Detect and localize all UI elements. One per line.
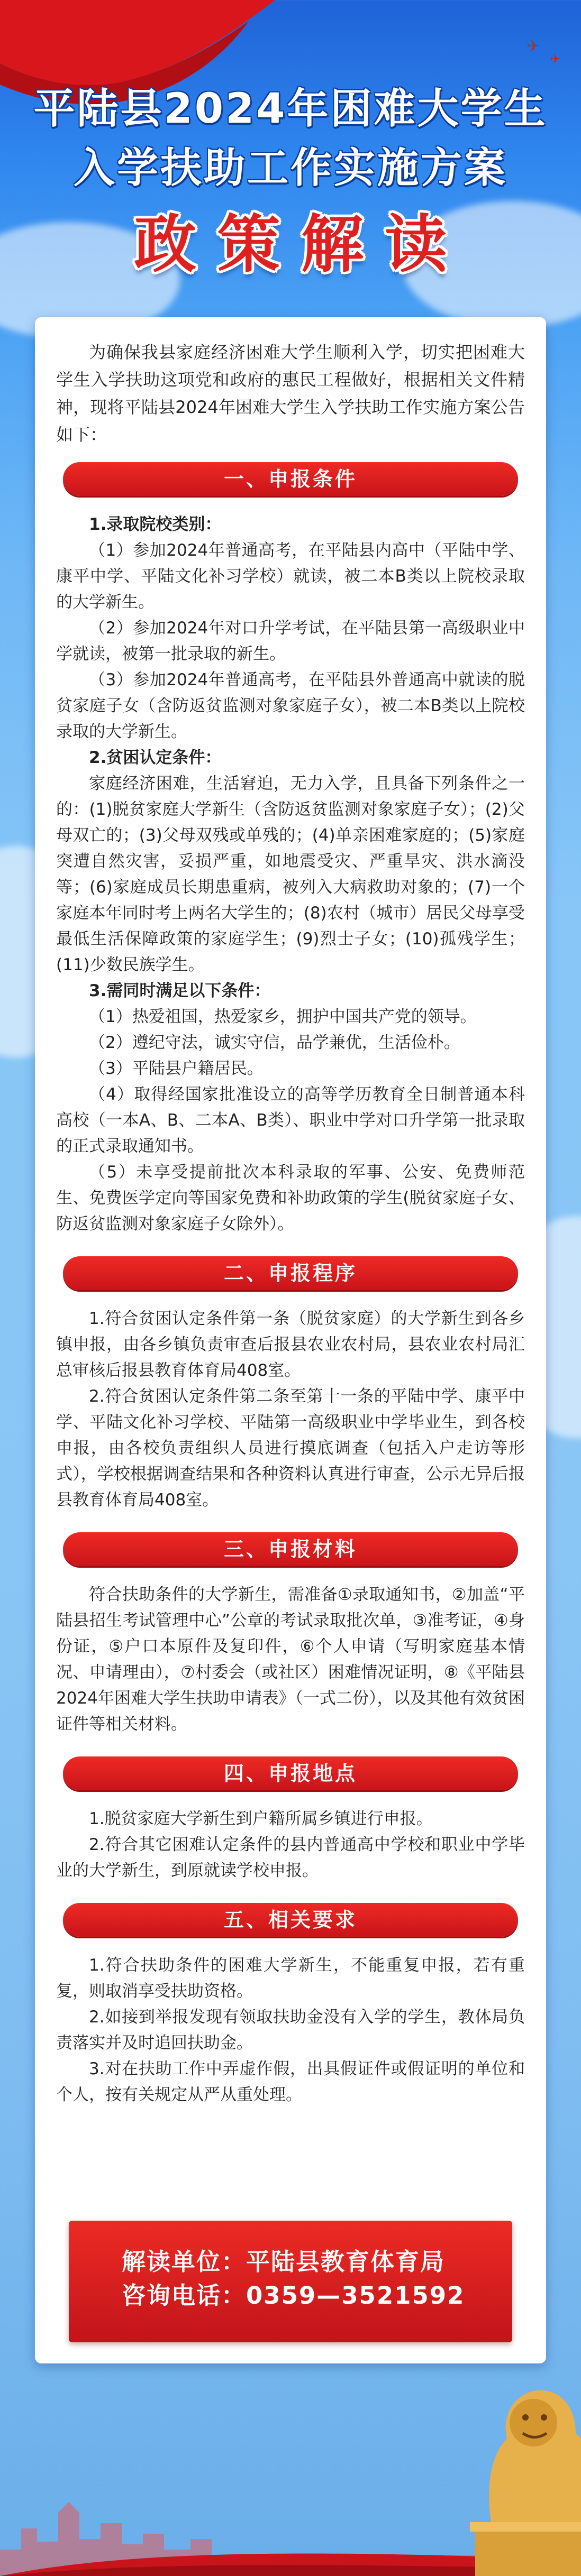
- interpreting-unit: 解读单位：平陆县教育体育局: [122, 2248, 446, 2276]
- paragraph: 符合扶助条件的大学新生，需准备①录取通知书，②加盖“平陆县招生考试管理中心”公章的考试录取批次单，③准考证，④身份证，⑤户口本原件及复印件，⑥个人申请（写明家庭基本情况、申请理由），⑦村委会（或社区）困难情况证明，⑧《平陆县2024年困难大学生扶助申请表》（一式二份），以及其他有效贫困证件等相关材料。: [56, 1585, 525, 1734]
- section-3: [56, 1532, 525, 1737]
- title-block: [0, 79, 581, 281]
- paragraph: （1）热爱祖国，热爱家乡，拥护中国共产党的领导。: [89, 1007, 477, 1026]
- section-heading: 二、申报程序: [63, 1256, 518, 1290]
- paragraph: 1.录取院校类别：: [89, 515, 222, 534]
- paragraph: （3）平陆县户籍居民。: [89, 1059, 264, 1078]
- paragraph: 2.如接到举报发现有领取扶助金没有入学的学生，教体局负责落实并及时追回扶助金。: [56, 2008, 525, 2053]
- paragraph: 3.需同时满足以下条件：: [89, 981, 271, 1000]
- content-body: [56, 338, 525, 2108]
- paragraph: （4）取得经国家批准设立的高等学历教育全日制普通本科高校（一本A、B、二本A、B类）、职业中学对口升学第一批录取的正式录取通知书。: [56, 1085, 525, 1156]
- bird-icon: ✈: [550, 53, 560, 66]
- section-heading: 三、申报材料: [63, 1532, 518, 1566]
- page-subtitle: 政策解读: [133, 208, 468, 281]
- paragraph: 1.符合扶助条件的困难大学新生，不能重复申报，若有重复，则取消享受扶助资格。: [56, 1956, 525, 2001]
- paragraph: 家庭经济困难，生活窘迫，无力入学，且具备下列条件之一的：(1)脱贫家庭大学新生（含防返贫监测对象家庭子女）；(2)父母双亡的；(3)父母双残或单残的；(4)单亲困难家庭的；(5)家庭突遭自然灾害，妥损严重，如地震受灾、严重旱灾、洪水滴没等；(6)家庭成员长期患重病，被列入大病救助对象的；(7)一个家庭本年同时考上两名大学生的；(8)农村（城市）居民父母享受最低生活保障政策的家庭学生；(9)烈士子女；(10)孤残学生；(11)少数民族学生。: [56, 774, 525, 974]
- section-2: [56, 1256, 525, 1513]
- section-heading: 一、申报条件: [63, 462, 518, 496]
- section-heading: 四、申报地点: [63, 1756, 518, 1790]
- paragraph: （2）参加2024年对口升学考试，在平陆县第一高级职业中学就读，被第一批录取的新生。: [56, 619, 525, 664]
- bird-icon: ✈: [526, 37, 540, 56]
- paragraph: 2.符合其它困难认定条件的县内普通高中学校和职业中学毕业的大学新生，到原就读学校申报。: [56, 1835, 525, 1880]
- paragraph: 2.符合贫困认定条件第二条至第十一条的平陆中学、康平中学、平陆文化补习学校、平陆第一高级职业中学毕业生，到各校申报，由各校负责组织人员进行摸底调查（包括入户走访等形式），学校根据调查结果和各种资料认真进行审查，公示无异后报县教育体育局408室。: [56, 1387, 525, 1510]
- section-heading: 五、相关要求: [63, 1903, 518, 1937]
- paragraph: 3.对在扶助工作中弄虚作假，出具假证件或假证明的单位和个人，按有关规定从严从重处理。: [56, 2059, 525, 2104]
- section-4: [56, 1756, 525, 1884]
- page-title-line-1: 平陆县2024年困难大学生: [33, 85, 548, 133]
- page-title-line-2: 入学扶助工作实施方案: [73, 144, 507, 192]
- section-5: [56, 1903, 525, 2108]
- intro-paragraph: 为确保我县家庭经济困难大学生顺利入学，切实把困难大学生入学扶助这项党和政府的惠民工程做好，根据相关文件精神，现将平陆县2024年困难大学生入学扶助工作实施方案公告如下：: [56, 342, 525, 445]
- paragraph: 1.脱贫家庭大学新生到户籍所属乡镇进行申报。: [89, 1809, 433, 1828]
- section-1: [56, 462, 525, 1237]
- paragraph: （2）遵纪守法，诚实守信，品学兼优，生活俭朴。: [89, 1033, 460, 1052]
- paragraph: 2.贫困认定条件：: [89, 748, 222, 767]
- paragraph: （3）参加2024年普通高考，在平陆县外普通高中就读的脱贫家庭子女（含防返贫监测对象家庭子女），被二本B类以上院校录取的大学新生。: [56, 670, 525, 741]
- stone-lion-decoration: [459, 2354, 581, 2576]
- contact-phone: 咨询电话：0359—3521592: [122, 2281, 465, 2310]
- paragraph: （5）未享受提前批次本科录取的军事、公安、免费师范生、免费医学定向等国家免费和补助政策的学生(脱贫家庭子女、防返贫监测对象家庭子女除外）。: [56, 1163, 525, 1234]
- paragraph: 1.符合贫困认定条件第一条（脱贫家庭）的大学新生到各乡镇申报，由各乡镇负责审查后报县农业农村局，县农业农村局汇总审核后报县教育体育局408室。: [56, 1309, 525, 1380]
- paragraph: （1）参加2024年普通高考，在平陆县内高中（平陆中学、康平中学、平陆文化补习学校）就读，被二本B类以上院校录取的大学新生。: [56, 541, 525, 612]
